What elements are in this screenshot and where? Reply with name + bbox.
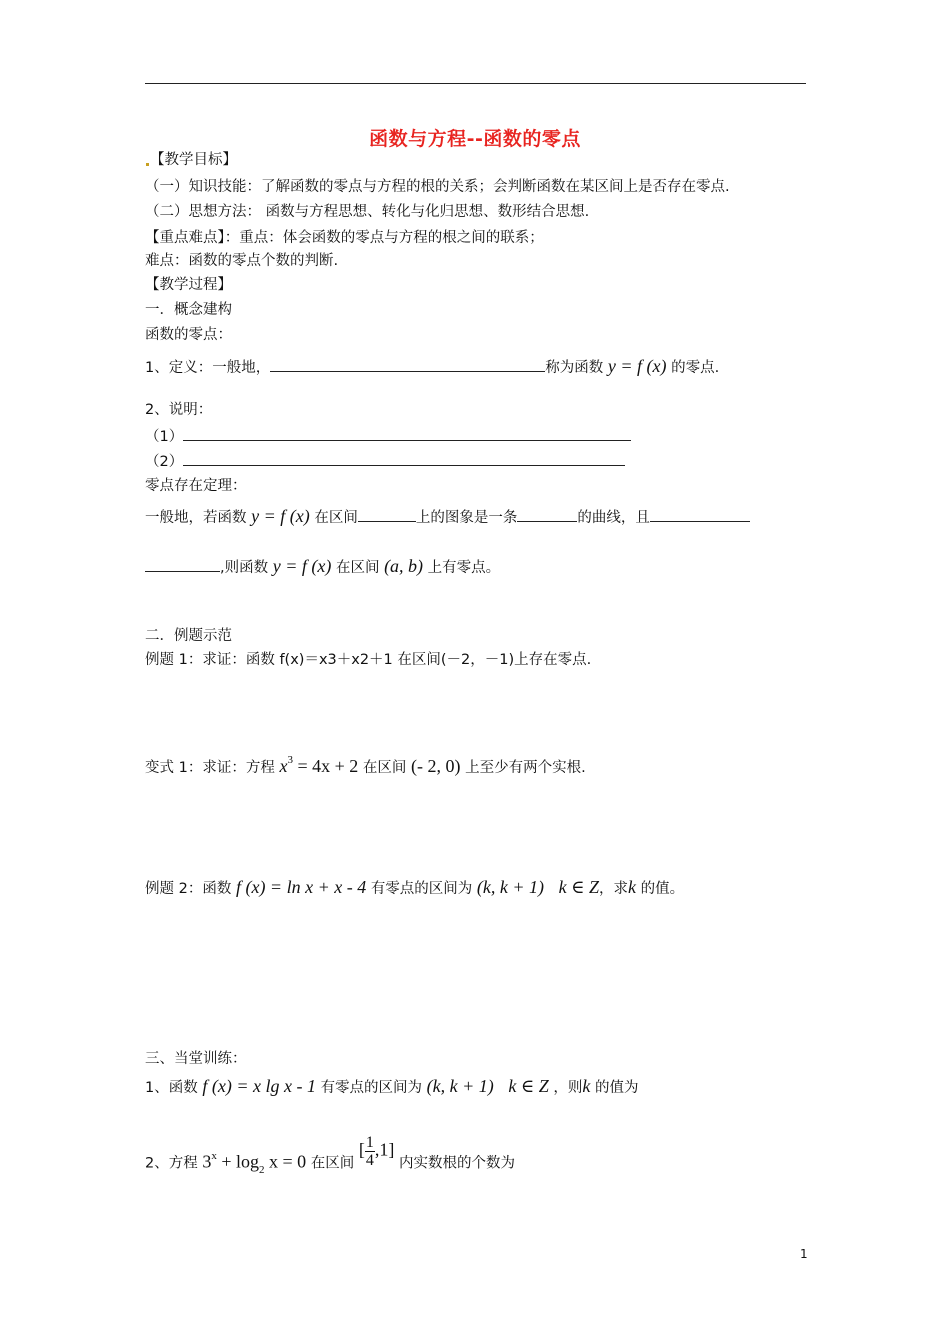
page-number: 1 (800, 1247, 808, 1261)
example-2-prefix: 例题 2：函数 (145, 881, 232, 897)
definition-blank[interactable] (270, 357, 545, 372)
exercise-2-interval (359, 1134, 395, 1169)
theorem-text-a: 一般地，若函数 (145, 510, 247, 526)
theorem-curve-blank[interactable] (517, 507, 577, 522)
exercise-2-fraction (365, 1134, 375, 1169)
theorem-heading: 零点存在定理： (145, 478, 247, 494)
exercise-2-log-base: 2 (259, 1163, 265, 1176)
exercise-1-prefix: 1、函数 (145, 1080, 198, 1096)
variant-1 (145, 756, 586, 779)
exercise-2-base: 3 (202, 1151, 212, 1172)
explain-1-blank[interactable] (183, 426, 631, 441)
theorem-text-b: 在区间 (314, 510, 358, 526)
theorem-text-g: 上有零点。 (427, 560, 501, 576)
variant-1-rhs: = 4x + 2 (292, 756, 359, 776)
theorem-text-c: 上的图象是一条 (415, 510, 518, 526)
variant-1-mid: 在区间 (362, 760, 407, 776)
variant-1-interval: (- 2, 0) (410, 756, 461, 776)
page-title: 函数与方程--函数的零点 (369, 128, 581, 150)
fraction-numerator: 1 (365, 1134, 374, 1151)
process-heading: 【教学过程】 (145, 277, 232, 293)
theorem-text-d: 的曲线，且 (577, 510, 650, 526)
exercise-1-suffix: 的值为 (594, 1080, 639, 1096)
interval-ab: (a, b) (384, 556, 424, 576)
variant-1-exponent: 3 (287, 754, 293, 766)
section-1-heading: 一．概念建构 (145, 302, 232, 318)
theorem-text-f: 在区间 (335, 560, 380, 576)
example-1: 例题 1：求证：函数 f(x)＝x3＋x2＋1 在区间(－2，－1)上存在零点. (145, 652, 592, 668)
theorem-condition-blank[interactable] (650, 507, 750, 522)
example-2-suffix: 的值。 (640, 881, 685, 897)
example-2-mid: 有零点的区间为 (370, 881, 473, 897)
explain-1 (145, 426, 631, 447)
definition-line (145, 356, 719, 378)
example-2-text-c: ，求 (598, 881, 628, 897)
definition-prefix: 1、定义：一般地， (145, 360, 271, 376)
difficulty: 难点：函数的零点个数的判断. (145, 253, 339, 269)
exercise-2-mid: 在区间 (310, 1155, 355, 1172)
function-expression: y = f (x) (607, 356, 667, 376)
section-3-heading: 三、当堂训练： (145, 1051, 247, 1067)
exercise-2-bracket-open: [ (358, 1139, 365, 1160)
example-2-k: k (627, 877, 636, 897)
key-points: 【重点难点】：重点：体会函数的零点与方程的根之间的联系； (145, 230, 544, 246)
theorem-function: y = f (x) (251, 506, 310, 526)
theorem-function-2: y = f (x) (272, 556, 332, 576)
example-2-function: f (x) = ln x + x - 4 (235, 877, 367, 897)
exercise-1 (145, 1076, 638, 1098)
fraction-denominator: 4 (365, 1152, 374, 1169)
exercise-2 (145, 1134, 515, 1181)
exercise-1-condition: k ∈ Z (508, 1076, 549, 1096)
explain-heading: 2、说明： (145, 402, 213, 418)
theorem-line-2 (145, 556, 500, 578)
zero-heading: 函数的零点： (145, 327, 232, 343)
section-2-heading: 二．例题示范 (145, 628, 232, 644)
definition-suffix-a: 称为函数 (545, 360, 604, 376)
exercise-1-interval: (k, k + 1) (426, 1076, 494, 1096)
theorem-condition-blank-2[interactable] (145, 557, 220, 572)
exercise-2-end: x = 0 (264, 1151, 307, 1172)
explain-2-label: （2） (145, 454, 184, 470)
theorem-interval-blank[interactable] (358, 507, 416, 522)
explain-2 (145, 451, 625, 472)
example-2 (145, 877, 684, 899)
exercise-1-mid: 有零点的区间为 (320, 1080, 423, 1096)
variant-1-x: x (279, 756, 288, 776)
objectives-heading-text: 【教学目标】 (150, 152, 237, 168)
exercise-1-text-c: ，则 (553, 1080, 583, 1096)
variant-1-suffix: 上至少有两个实根. (465, 760, 586, 776)
header-rule (145, 83, 806, 84)
definition-suffix-b: 的零点. (671, 360, 720, 376)
exercise-2-exponent: x (211, 1149, 217, 1162)
objective-2: （二）思想方法： 函数与方程思想、转化与化归思想、数形结合思想. (145, 204, 590, 220)
exercise-2-bracket-close: ,1] (374, 1139, 395, 1160)
mark-dot (146, 163, 149, 166)
explain-2-blank[interactable] (183, 451, 625, 466)
explain-1-label: （1） (145, 429, 184, 445)
exercise-1-k: k (582, 1076, 591, 1096)
exercise-2-prefix: 2、方程 (145, 1155, 198, 1172)
theorem-text-e: ,则函数 (220, 560, 269, 576)
exercise-1-function: f (x) = x lg x - 1 (202, 1076, 316, 1096)
example-2-condition: k ∈ Z (558, 877, 599, 897)
exercise-2-suffix: 内实数根的个数为 (398, 1155, 515, 1172)
theorem-line-1 (145, 506, 750, 528)
example-2-interval: (k, k + 1) (476, 877, 545, 897)
objective-1: （一）知识技能：了解函数的零点与方程的根的关系；会判断函数在某区间上是否存在零点. (145, 179, 730, 195)
objectives-heading (145, 150, 237, 170)
variant-1-prefix: 变式 1：求证：方程 (145, 760, 275, 776)
exercise-2-log: + log (216, 1151, 259, 1172)
